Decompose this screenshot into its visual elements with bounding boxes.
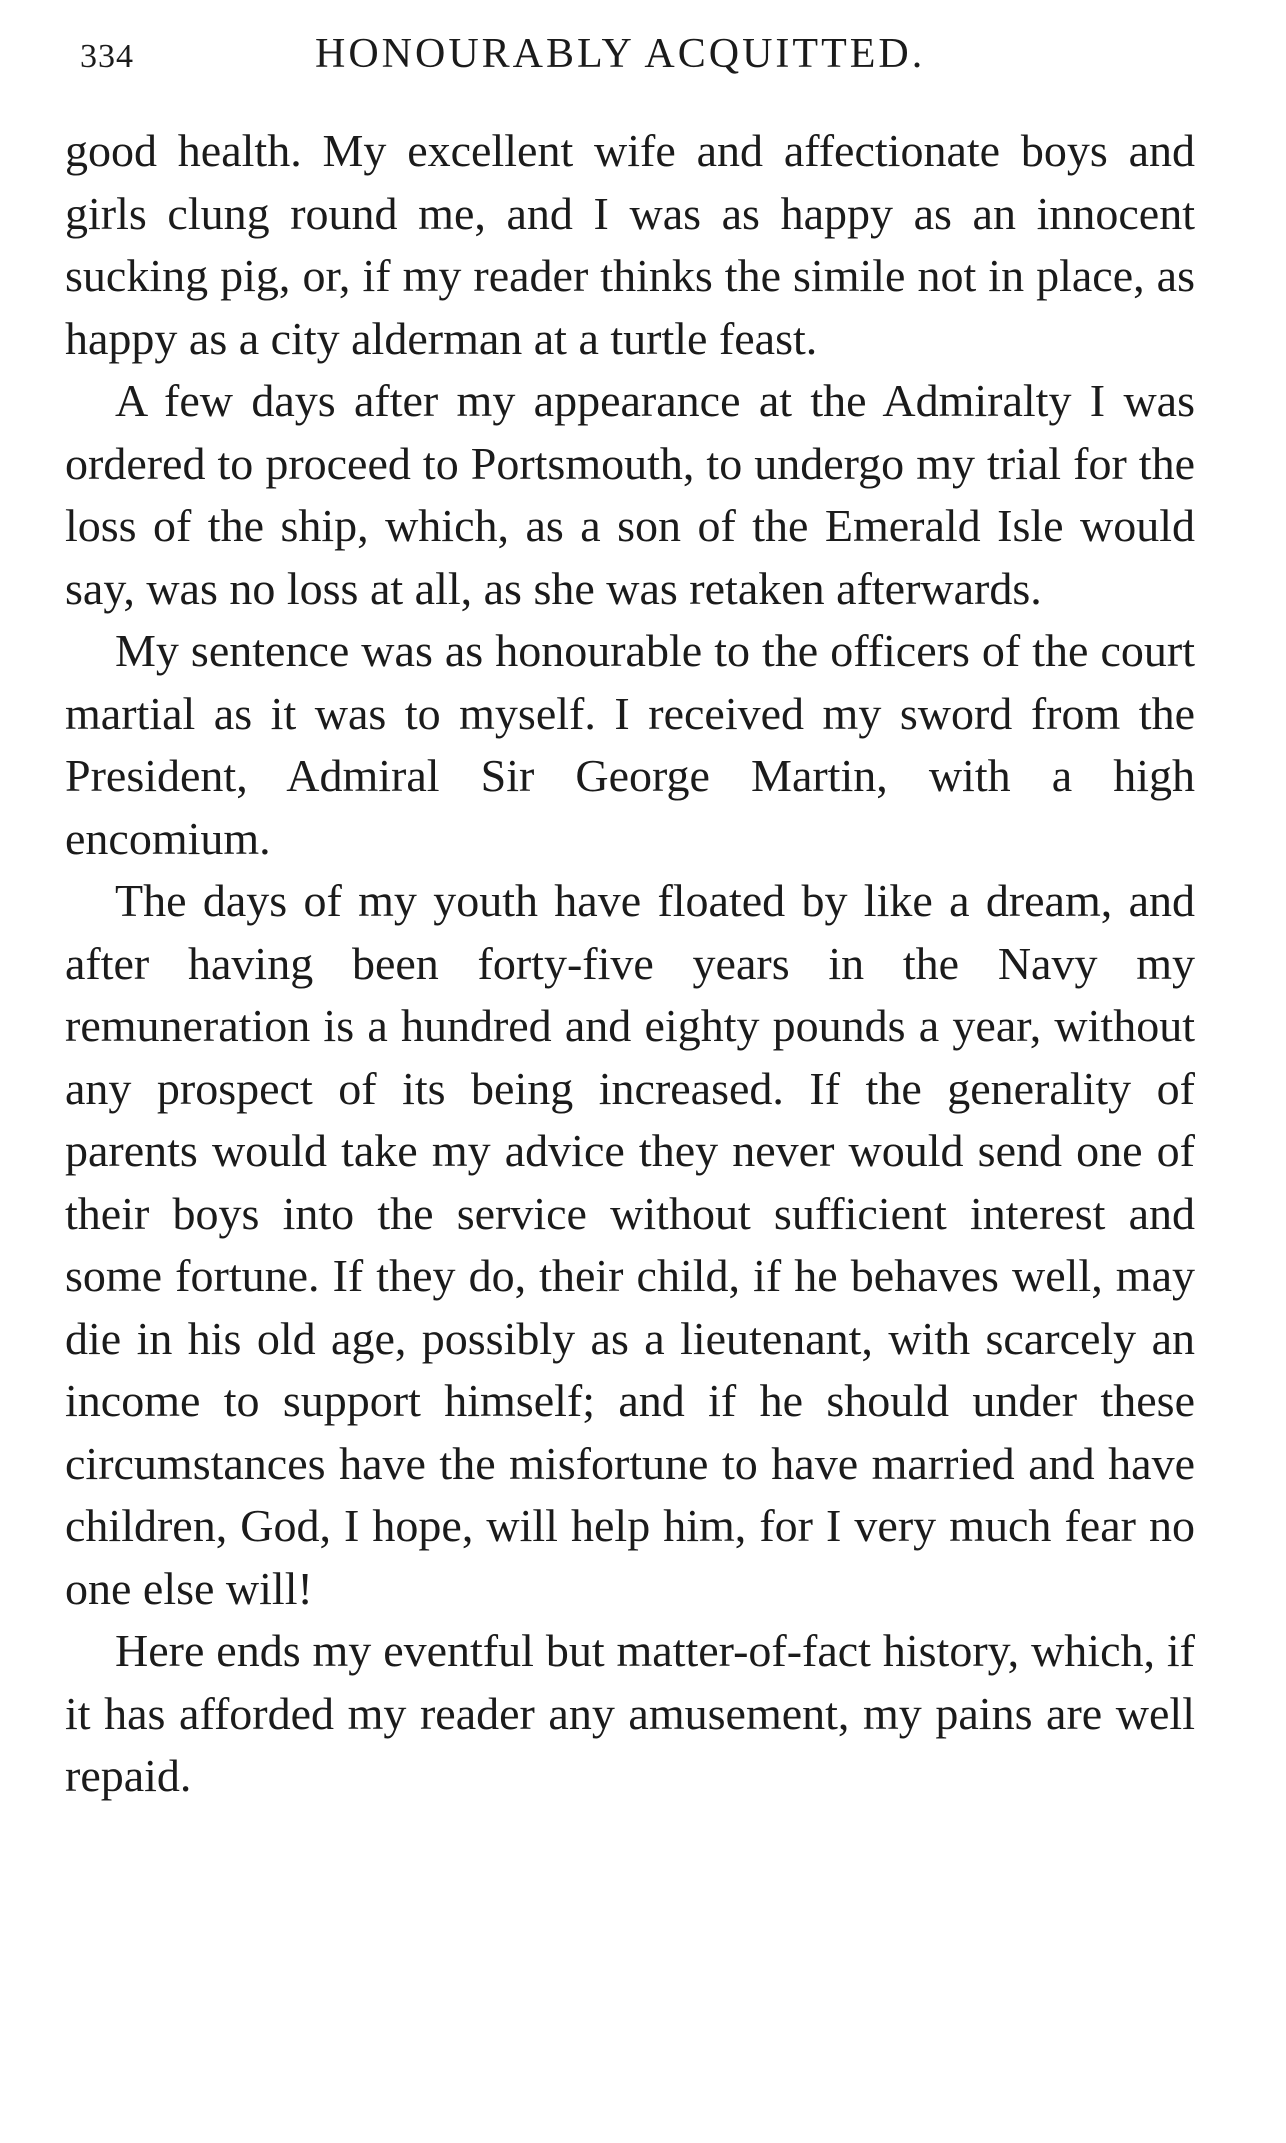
paragraph-conclusion: Here ends my eventful but matter-of-fact history, which, if it has afforded my reader any amusement, my pains are well repaid. bbox=[65, 1625, 1195, 1801]
body-text bbox=[65, 120, 1195, 1808]
paragraph-admiralty-trial: A few days after my appearance at the Admiralty I was ordered to proceed to Portsmouth, to undergo my trial for the loss of the ship, which, as a son of the Emerald Isle would say, was no loss at all, as she was retaken afterwards. bbox=[65, 375, 1195, 614]
paragraph-navy-advice: The days of my youth have floated by like a dream, and after having been forty-five years in the Navy my remuneration is a hundred and eighty pounds a year, without any prospect of its being increased. If the generality of parents would take my advice they never would send one of their boys into the service without sufficient interest and some fortune. If they do, their child, if he behaves well, may die in his old age, possibly as a lieutenant, with scarcely an income to support himself; and if he should under these circumstances have the misfortune to have married and have children, God, I hope, will help him, for I very much fear no one else will! bbox=[65, 875, 1195, 1614]
page-number: 334 bbox=[80, 38, 134, 75]
paragraph-sentence: My sentence was as honourable to the officers of the court martial as it was to myself. I received my sword from the President, Admiral Sir George Martin, with a high encomium. bbox=[65, 625, 1195, 864]
page-header bbox=[80, 30, 980, 90]
running-title: HONOURABLY ACQUITTED. bbox=[315, 31, 926, 77]
paragraph-continued: good health. My excellent wife and affectionate boys and girls clung round me, and I was as happy as an innocent sucking pig, or, if my reader thinks the simile not in place, as happy as a city alderman at a turtle feast. bbox=[65, 125, 1195, 364]
